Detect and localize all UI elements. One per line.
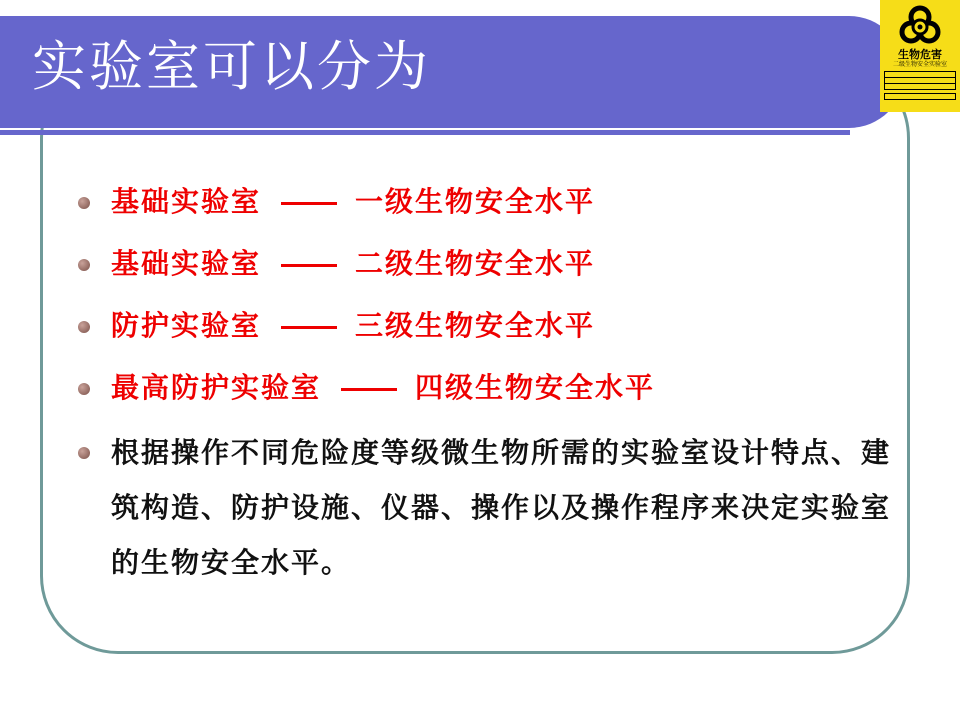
biosafety-level: 四级生物安全水平 [415, 371, 656, 404]
dash-separator [281, 264, 337, 267]
list-item-text [111, 247, 595, 281]
dash-separator [281, 326, 337, 329]
biohazard-sign [880, 0, 960, 112]
biohazard-icon [898, 4, 942, 48]
bullet-dot [78, 383, 90, 395]
biosafety-level: 二级生物安全水平 [355, 247, 596, 280]
dash-separator [341, 388, 397, 391]
description-text: 根据操作不同危险度等级微生物所需的实验室设计特点、建筑构造、防护设施、仪器、操作以及操作程序来决定实验室的生物安全水平。 [111, 436, 892, 579]
bullet-dot [78, 447, 90, 459]
biosafety-level: 一级生物安全水平 [355, 185, 596, 218]
title-underline [0, 130, 850, 135]
lab-type: 最高防护实验室 [111, 371, 322, 404]
lab-type: 基础实验室 [111, 247, 262, 280]
sign-info-table [884, 71, 956, 90]
lab-type: 基础实验室 [111, 185, 262, 218]
list-item-text [111, 309, 595, 343]
sign-subtitle: 二级生物安全实验室 [892, 61, 947, 68]
list-item-text [111, 185, 595, 219]
dash-separator [281, 202, 337, 205]
biosafety-level: 三级生物安全水平 [355, 309, 596, 342]
lab-type: 防护实验室 [111, 309, 262, 342]
sign-title: 生物危害 [898, 48, 942, 61]
bullet-dot [78, 259, 90, 271]
page-title: 实验室可以分为 [32, 35, 431, 98]
bullet-dot [78, 197, 90, 209]
sign-footer [884, 93, 956, 100]
list-item-text [111, 371, 655, 405]
bullet-dot [78, 321, 90, 333]
